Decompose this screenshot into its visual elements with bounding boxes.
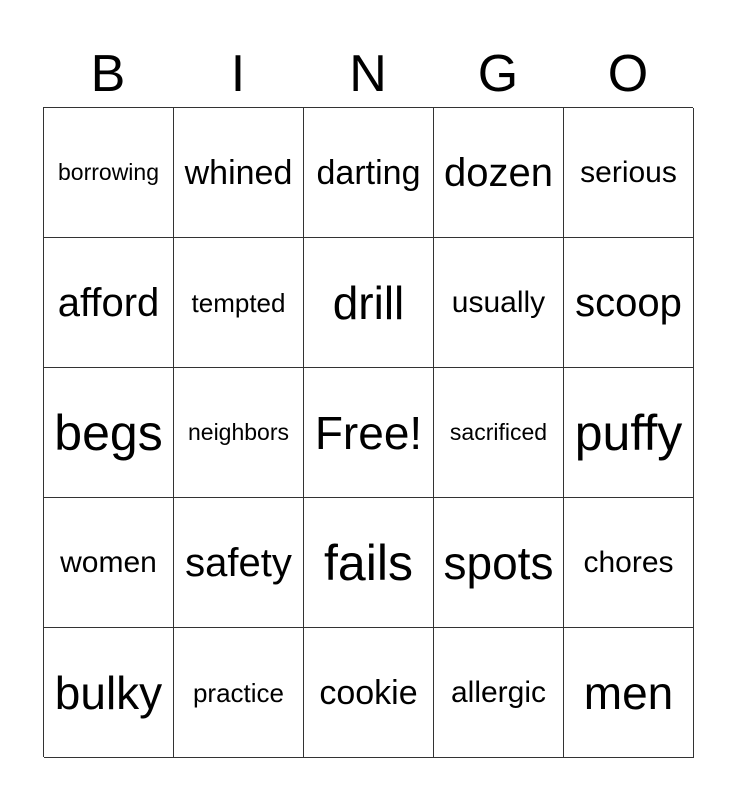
cell-word: women [60,545,157,579]
cell-word: cookie [319,673,418,712]
bingo-cell[interactable] [44,368,174,498]
cell-word: allergic [450,675,547,709]
bingo-cell[interactable] [44,108,174,238]
free-space-label: Free! [314,406,423,459]
bingo-cell[interactable] [434,238,564,368]
cell-word: drill [332,276,405,329]
cell-word: borrowing [58,159,159,185]
cell-word: chores [583,545,674,579]
cell-word: serious [580,155,677,189]
header-letter-b: B [90,45,126,103]
bingo-cell[interactable] [304,108,434,238]
cell-word: sacrificed [449,419,548,445]
cell-word: neighbors [187,419,290,445]
bingo-cell[interactable] [174,238,304,368]
bingo-cell[interactable] [564,628,694,758]
bingo-cell[interactable] [564,108,694,238]
cell-word: fails [324,534,413,591]
header-letter-i: I [230,45,246,103]
bingo-cell[interactable] [174,108,304,238]
bingo-cell[interactable] [434,498,564,628]
bingo-cell[interactable] [434,108,564,238]
bingo-cell[interactable] [44,238,174,368]
bingo-cell[interactable] [44,628,174,758]
bingo-cell[interactable] [434,628,564,758]
bingo-cell[interactable] [434,368,564,498]
cell-word: safety [185,540,292,585]
header-letter-g: G [477,45,519,103]
cell-word: practice [192,677,285,708]
cell-word: usually [451,285,546,319]
bingo-cell[interactable] [564,238,694,368]
cell-word: darting [316,153,421,192]
cell-word: afford [57,280,160,325]
header-letter-n: N [349,45,387,103]
cell-word: begs [54,404,163,461]
bingo-cell[interactable] [174,628,304,758]
bingo-cell[interactable] [44,498,174,628]
bingo-cell[interactable] [564,498,694,628]
cell-word: bulky [54,666,163,719]
bingo-board [43,107,693,757]
free-space-cell[interactable] [304,368,434,498]
cell-word: puffy [574,404,683,461]
bingo-cell[interactable] [174,498,304,628]
bingo-cell[interactable] [304,498,434,628]
cell-word: men [583,666,674,719]
cell-word: dozen [444,150,553,195]
bingo-header [43,42,693,106]
bingo-cell[interactable] [564,368,694,498]
header-letter-o: O [607,45,649,103]
cell-word: tempted [191,287,286,318]
bingo-cell[interactable] [304,238,434,368]
cell-word: scoop [575,280,682,325]
bingo-cell[interactable] [174,368,304,498]
cell-word: spots [443,536,554,589]
bingo-cell[interactable] [304,628,434,758]
cell-word: whined [184,153,293,192]
